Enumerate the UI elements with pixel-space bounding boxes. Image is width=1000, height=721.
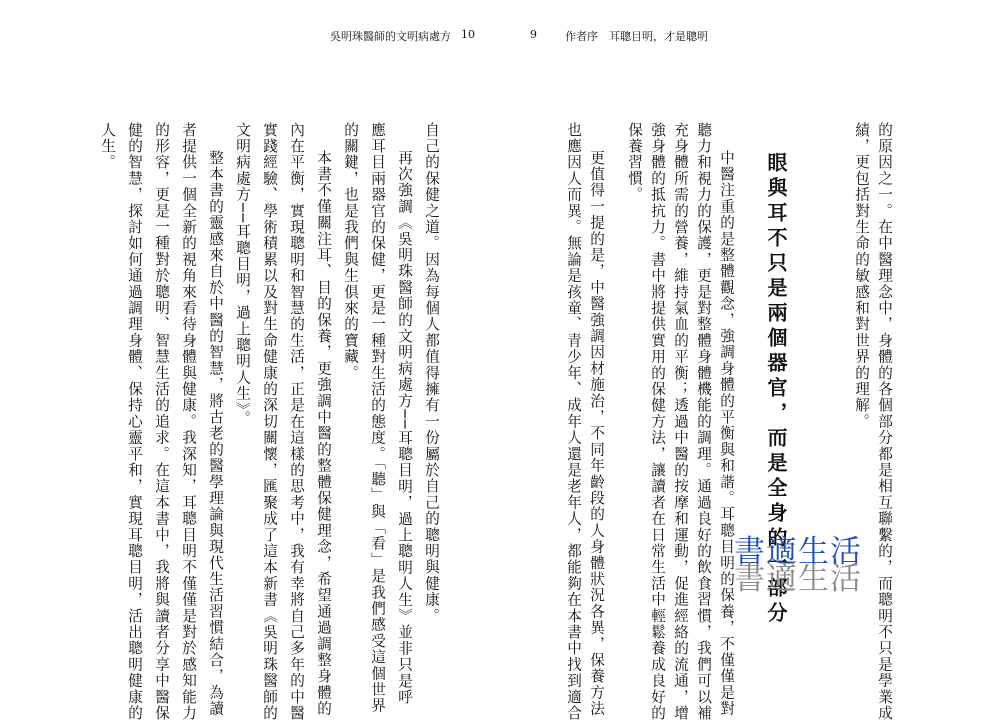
text-column: 整本書的靈感來自於中醫的智慧，將古老的醫學理論與現代生活習慣結合，為讀 <box>207 150 224 717</box>
text-column: 人生。 <box>99 122 116 171</box>
watermark-logo-shadow: 書適生活 <box>734 561 862 597</box>
text-column: 健的智慧，探討如何通過調理身體、保持心靈平和，實現耳聰目明，活出聰明健康的 <box>126 122 143 721</box>
text-column: 績，更包括對生命的敏感和對世界的理解。 <box>853 122 870 430</box>
text-column: 更值得一提的是，中醫強調因材施治，不同年齡段的人身體狀況各異，保養方法 <box>588 150 605 717</box>
text-column: 強身體的抵抗力。書中將提供實用的保健方法，讓讀者在日常生活中輕鬆養成良好的 <box>649 122 666 721</box>
text-column: 也應因人而異。無論是孩童、青少年、成年人還是老年人，都能夠在本書中找到適合 <box>565 122 582 721</box>
text-column: 聽力和視力的保護，更是對整體身體機能的調理。通過良好的飲食習慣，我們可以補 <box>695 122 712 721</box>
text-column: 的原因之一。在中醫理念中，身體的各個部分都是相互聯繫的，而聰明不只是學業成 <box>876 122 893 721</box>
text-column: 保養習慣。 <box>626 122 643 203</box>
text-column: 文明病處方──耳聰目明，過上聰明人生》。 <box>234 122 251 428</box>
text-column: 的形容，更是一種對於聰明、智慧生活的追求。在這本書中，我將與讀者分享中醫保 <box>153 122 170 721</box>
text-column: 實踐經驗、學術積累以及對生命健康的深切關懷，匯聚成了這本新書《吳明珠醫師的 <box>261 122 278 721</box>
text-column: 中醫注重的是整體觀念，強調身體的平衡與和諧。耳聰目明的保養，不僅僅是對 <box>718 150 735 717</box>
text-column: 的關鍵，也是我們與生俱來的寶藏。 <box>342 122 359 382</box>
header-chapter-title: 作者序 耳聰目明，才是聰明 <box>565 30 708 43</box>
section-heading: 眼與耳不只是兩個器官，而是全身的一部分 <box>764 152 788 627</box>
header-page-number-left: 10 <box>461 28 475 41</box>
text-column: 再次強調《吳明珠醫師的文明病處方──耳聰目明，過上聰明人生》並非只是呼 <box>396 150 413 706</box>
watermark-logo: 書適生活 <box>734 534 862 570</box>
text-column: 充身體所需的營養，維持氣血的平衡；透過中醫的按摩和運動，促進經絡的流通，增 <box>672 122 689 721</box>
header-book-title: 吳明珠醫師的文明病處方 <box>330 30 451 43</box>
text-column: 者提供一個全新的視角來看待身體與健康。我深知，耳聰目明不僅僅是對於感知能力 <box>180 122 197 721</box>
text-column: 應耳目兩器官的保健，更是一種對生活的態度。「聽」與「看」是我們感受這個世界 <box>369 122 386 715</box>
text-column: 自己的保健之道。因為每個人都值得擁有一份屬於自己的聰明與健康。 <box>423 122 440 625</box>
text-column: 內在平衡，實現聰明和智慧的生活，正是在這樣的思考中，我有幸將自己多年的中醫 <box>288 122 305 721</box>
text-column: 本書不僅關注耳、目的保養，更強調中醫的整體保健理念，希望通過調整身體的 <box>315 150 332 717</box>
header-page-number-right: 9 <box>530 28 537 41</box>
